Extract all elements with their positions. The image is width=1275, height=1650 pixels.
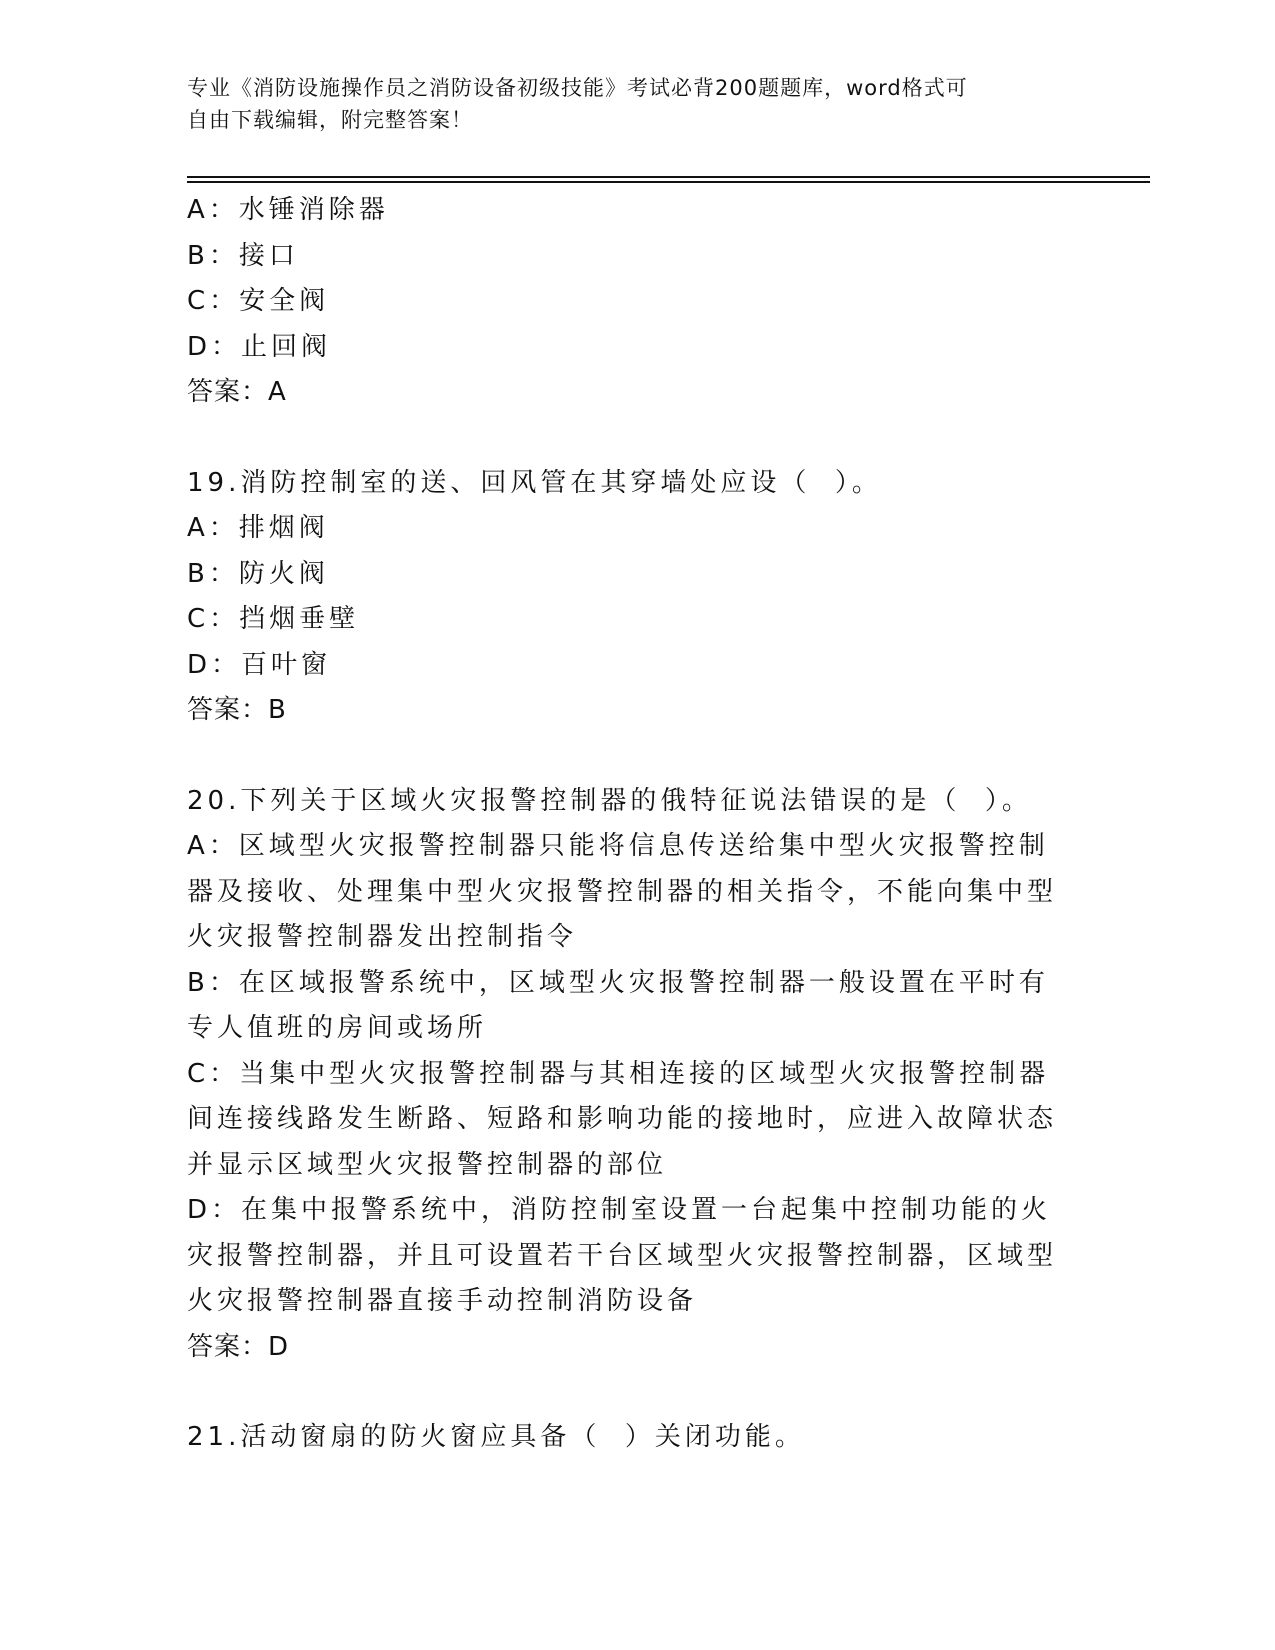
option-a: A：区域型火灾报警控制器只能将信息传送给集中型火灾报警控制器及接收、处理集中型火灾报警控制器的相关指令，不能向集中型火灾报警控制器发出控制指令	[187, 831, 1058, 952]
answer-label: 答案：A	[187, 377, 287, 407]
option-a: A：水锤消除器	[187, 195, 389, 225]
spacer	[187, 416, 1067, 461]
option-a: A：排烟阀	[187, 513, 329, 543]
question-stem: 20.下列关于区域火灾报警控制器的俄特征说法错误的是（ ）。	[187, 785, 1032, 816]
question-20	[187, 779, 1067, 1371]
option-d: D：百叶窗	[187, 649, 332, 680]
document-header	[187, 72, 1067, 136]
header-line-1: 专业《消防设施操作员之消防设备初级技能》考试必背200题题库，word格式可	[187, 76, 968, 100]
option-d: D：在集中报警系统中，消防控制室设置一台起集中控制功能的火灾报警控制器，并且可设置若干台区域型火灾报警控制器，区域型火灾报警控制器直接手动控制消防设备	[187, 1195, 1058, 1316]
option-c: C：当集中型火灾报警控制器与其相连接的区域型火灾报警控制器间连接线路发生断路、短路和影响功能的接地时，应进入故障状态并显示区域型火灾报警控制器的部位	[187, 1058, 1058, 1180]
spacer	[187, 1370, 1067, 1415]
header-divider-top	[187, 176, 1150, 178]
option-d: D：止回阀	[187, 331, 332, 362]
header-line-2: 自由下载编辑，附完整答案！	[187, 108, 473, 132]
answer-label: 答案：D	[187, 1331, 290, 1362]
question-stem: 19.消防控制室的送、回风管在其穿墙处应设（ ）。	[187, 467, 882, 498]
question-18-options	[187, 188, 1067, 416]
spacer	[187, 734, 1067, 779]
option-b: B：防火阀	[187, 558, 329, 589]
option-c: C：安全阀	[187, 286, 330, 316]
option-c: C：挡烟垂壁	[187, 604, 360, 634]
answer-label: 答案：B	[187, 695, 287, 725]
header-divider-bottom	[187, 181, 1150, 183]
option-b: B：接口	[187, 240, 299, 271]
question-21	[187, 1415, 1067, 1461]
option-b: B：在区域报警系统中，区域型火灾报警控制器一般设置在平时有专人值班的房间或场所	[187, 967, 1049, 1043]
question-19	[187, 461, 1067, 734]
question-stem: 21.活动窗扇的防火窗应具备（ ）关闭功能。	[187, 1422, 805, 1452]
question-list	[187, 188, 1067, 1461]
